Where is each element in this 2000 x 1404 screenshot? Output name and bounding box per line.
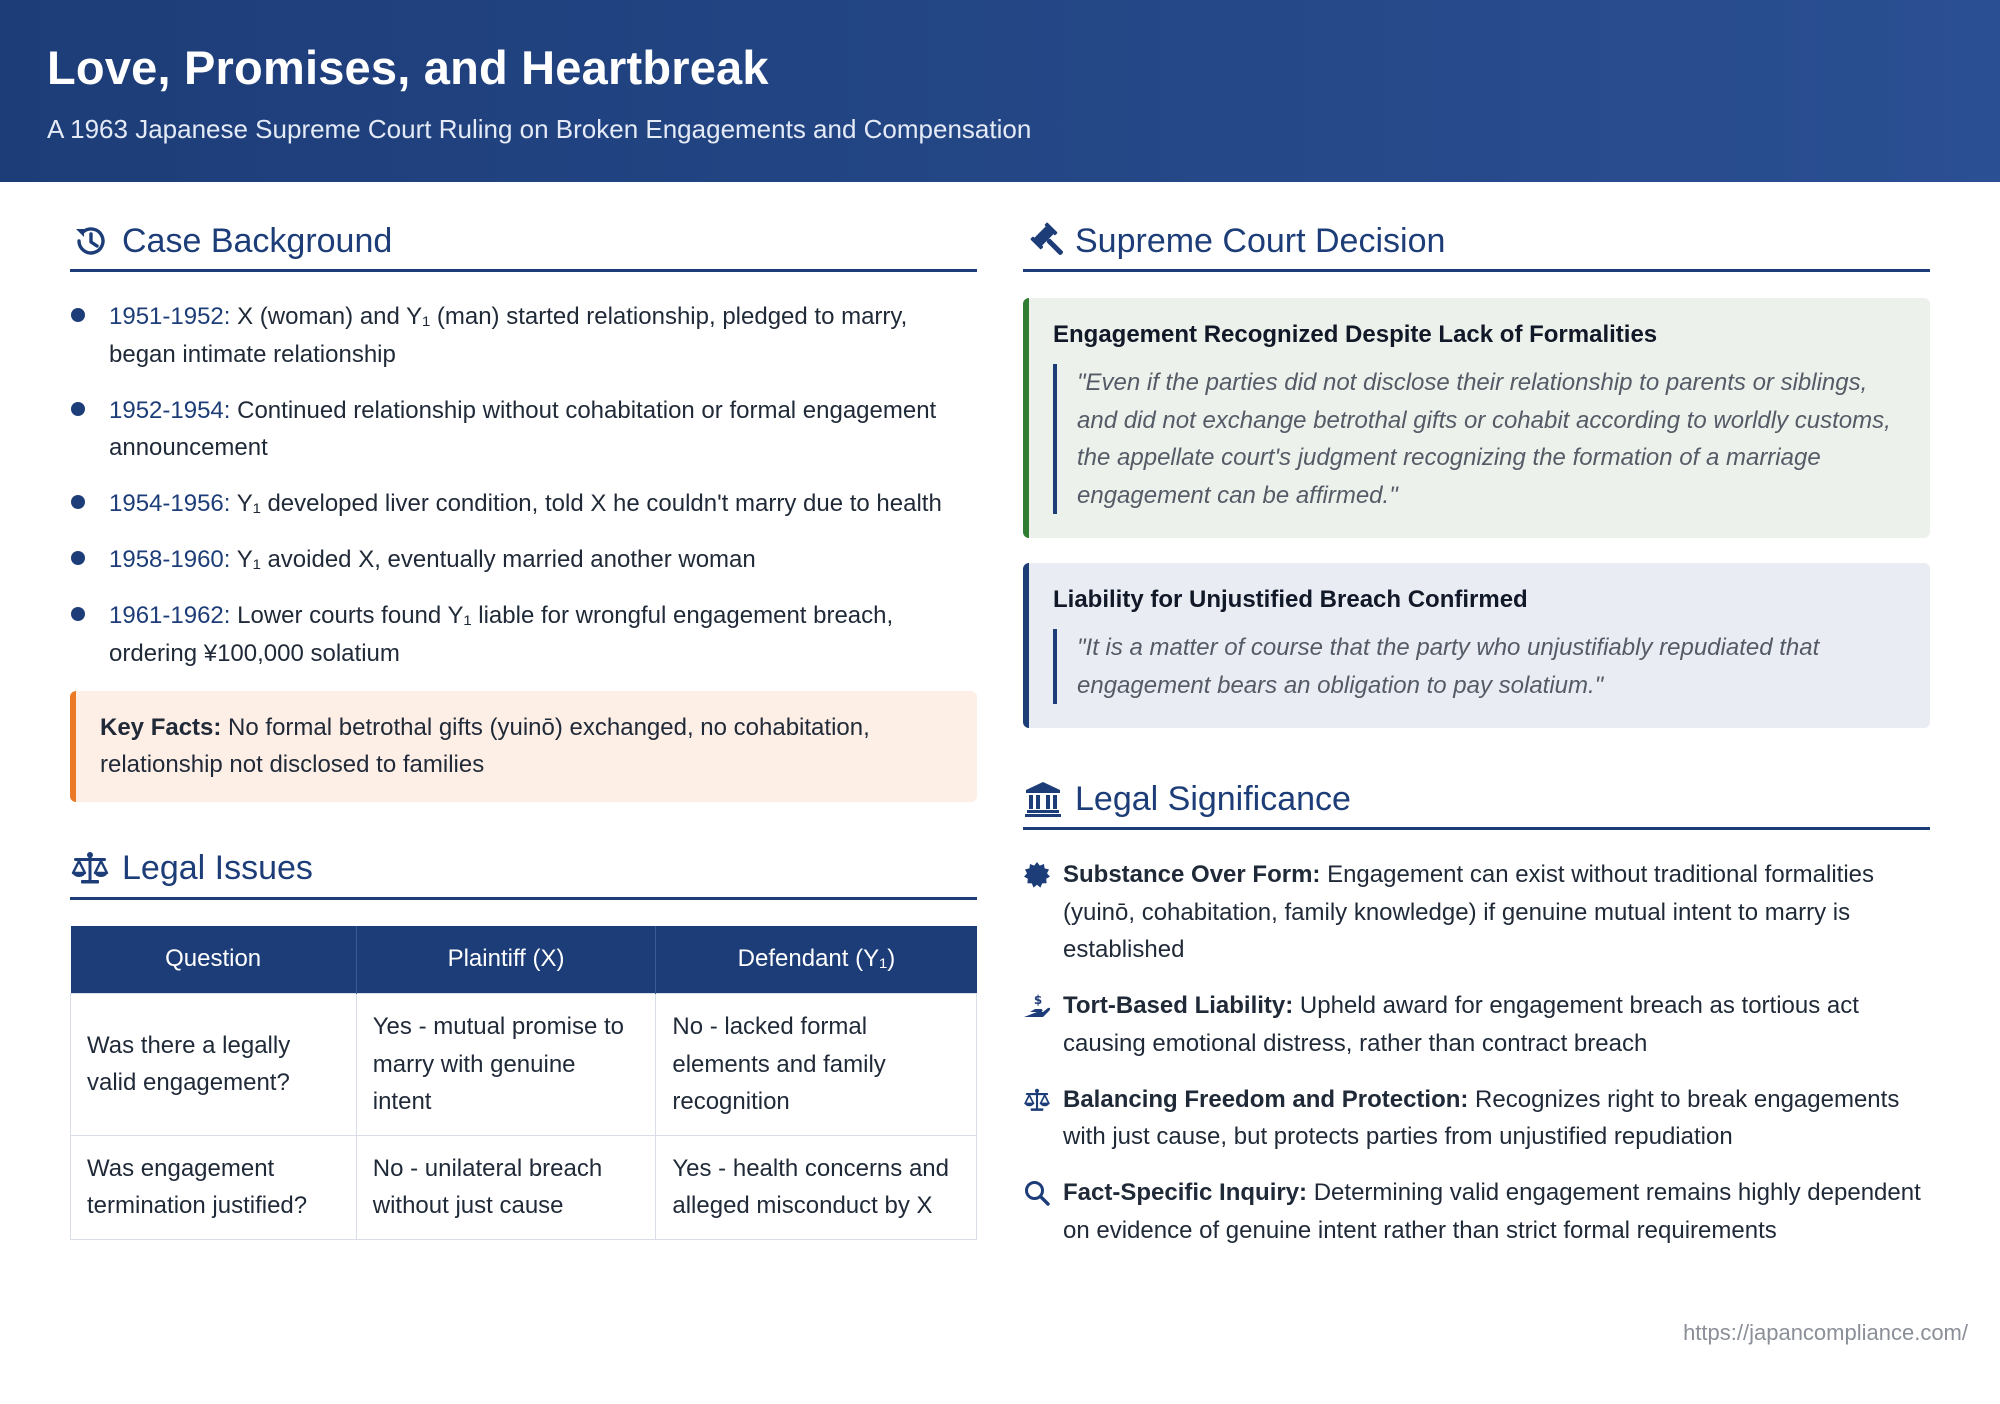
case-timeline [70, 298, 977, 672]
significance-item [1023, 1081, 1930, 1156]
key-facts-text: No formal betrothal gifts (yuinō) exchanged, no cohabitation, relationship not disclosed to families [100, 713, 870, 778]
significance-text: Engagement can exist without traditional formalities (yuinō, cohabitation, family knowledge) if genuine mutual intent to marry is established [1063, 861, 1875, 963]
timeline-item [70, 485, 977, 523]
case-background-heading [70, 212, 977, 272]
timeline-item [70, 541, 977, 579]
scales-icon [1023, 1086, 1051, 1114]
significance-label: Substance Over Form: [1063, 861, 1321, 888]
significance-text: Determining valid engagement remains highly dependent on evidence of genuine intent rather than strict formal requirements [1063, 1179, 1921, 1244]
gavel-icon [1023, 221, 1063, 261]
significance-label: Balancing Freedom and Protection: [1063, 1085, 1469, 1113]
certificate-icon [1023, 861, 1051, 889]
key-facts-callout [70, 691, 977, 802]
table-cell: Was engagement termination justified? [71, 1135, 357, 1239]
table-row [71, 1135, 977, 1239]
timeline-item [70, 597, 977, 672]
search-icon [1023, 1179, 1051, 1207]
key-facts-label: Key Facts: [100, 713, 222, 741]
table-header-row [71, 926, 977, 994]
page-header [0, 0, 2000, 182]
page-title: Love, Promises, and Heartbreak [47, 41, 769, 94]
significance-text: Recognizes right to break engagements with just cause, but protects parties from unjustified repudiation [1063, 1085, 1900, 1150]
svg-text:$: $ [1033, 993, 1043, 1007]
timeline-years: 1958-1960: [109, 546, 231, 573]
legal-significance-section [1023, 770, 1930, 1249]
column-header: Defendant (Y₁) [656, 926, 977, 994]
left-column [70, 212, 977, 1240]
column-header: Plaintiff (X) [356, 926, 656, 994]
decision-box-engagement [1023, 298, 1930, 538]
supreme-court-decision-title: Supreme Court Decision [1075, 221, 1446, 260]
table-cell: Was there a legally valid engagement? [71, 994, 357, 1136]
legal-issues-heading [70, 840, 977, 900]
legal-significance-title: Legal Significance [1075, 779, 1351, 818]
hand-holding-dollar-icon [1023, 992, 1051, 1020]
table-row [71, 994, 977, 1136]
timeline-text: Continued relationship without cohabitation or formal engagement announcement [109, 396, 937, 461]
footer-url: https://japancompliance.com/ [1683, 1320, 1968, 1345]
table-cell: Yes - mutual promise to marry with genuine intent [356, 994, 656, 1136]
decision-box-heading: Liability for Unjustified Breach Confirmed [1053, 586, 1528, 613]
timeline-item [70, 392, 977, 467]
table-cell: No - unilateral breach without just cause [356, 1135, 656, 1239]
timeline-years: 1954-1956: [109, 490, 231, 517]
timeline-text: Y₁ avoided X, eventually married another woman [230, 546, 756, 573]
legal-significance-heading [1023, 770, 1930, 830]
timeline-years: 1951-1952: [109, 303, 231, 330]
page-subtitle: A 1963 Japanese Supreme Court Ruling on Broken Engagements and Compensation [47, 114, 1032, 144]
timeline-text: Lower courts found Y₁ liable for wrongful engagement breach, ordering ¥100,000 solatium [109, 602, 894, 667]
significance-item [1023, 856, 1930, 969]
timeline-years: 1952-1954: [109, 396, 231, 424]
timeline-years: 1961-1962: [109, 602, 231, 629]
decision-quote: "Even if the parties did not disclose their relationship to parents or siblings, and did not exchange betrothal gifts or cohabit according to worldly customs, the appellate court's judgment recognizing the formation of a marriage engagement can be affirmed." [1053, 364, 1904, 514]
decision-box-liability [1023, 563, 1930, 728]
legal-issues-title: Legal Issues [122, 849, 313, 887]
supreme-court-decision-heading [1023, 212, 1930, 272]
landmark-icon [1023, 779, 1063, 819]
significance-item [1023, 1174, 1930, 1249]
significance-label: Fact-Specific Inquiry: [1063, 1179, 1308, 1206]
decision-quote: "It is a matter of course that the party who unjustifiably repudiated that engagement bears an obligation to pay solatium." [1053, 629, 1904, 704]
timeline-text: Y₁ developed liver condition, told X he couldn't marry due to health [230, 490, 942, 517]
table-cell: No - lacked formal elements and family recognition [656, 994, 977, 1136]
significance-item [1023, 987, 1930, 1062]
decision-box-heading: Engagement Recognized Despite Lack of Formalities [1053, 321, 1658, 348]
scales-icon [70, 848, 110, 888]
significance-label: Tort-Based Liability: [1063, 992, 1294, 1019]
legal-issues-section [70, 840, 977, 1240]
history-icon [70, 221, 110, 261]
table-cell: Yes - health concerns and alleged misconduct by X [656, 1135, 977, 1239]
case-background-title: Case Background [122, 221, 393, 260]
column-header: Question [71, 926, 357, 994]
significance-text: Upheld award for engagement breach as tortious act causing emotional distress, rather than contract breach [1063, 992, 1859, 1057]
timeline-text: X (woman) and Y₁ (man) started relationship, pledged to marry, began intimate relationship [109, 303, 908, 368]
legal-issues-table [70, 926, 977, 1240]
significance-list [1023, 856, 1930, 1249]
right-column [1023, 212, 1930, 1268]
timeline-item [70, 298, 977, 373]
